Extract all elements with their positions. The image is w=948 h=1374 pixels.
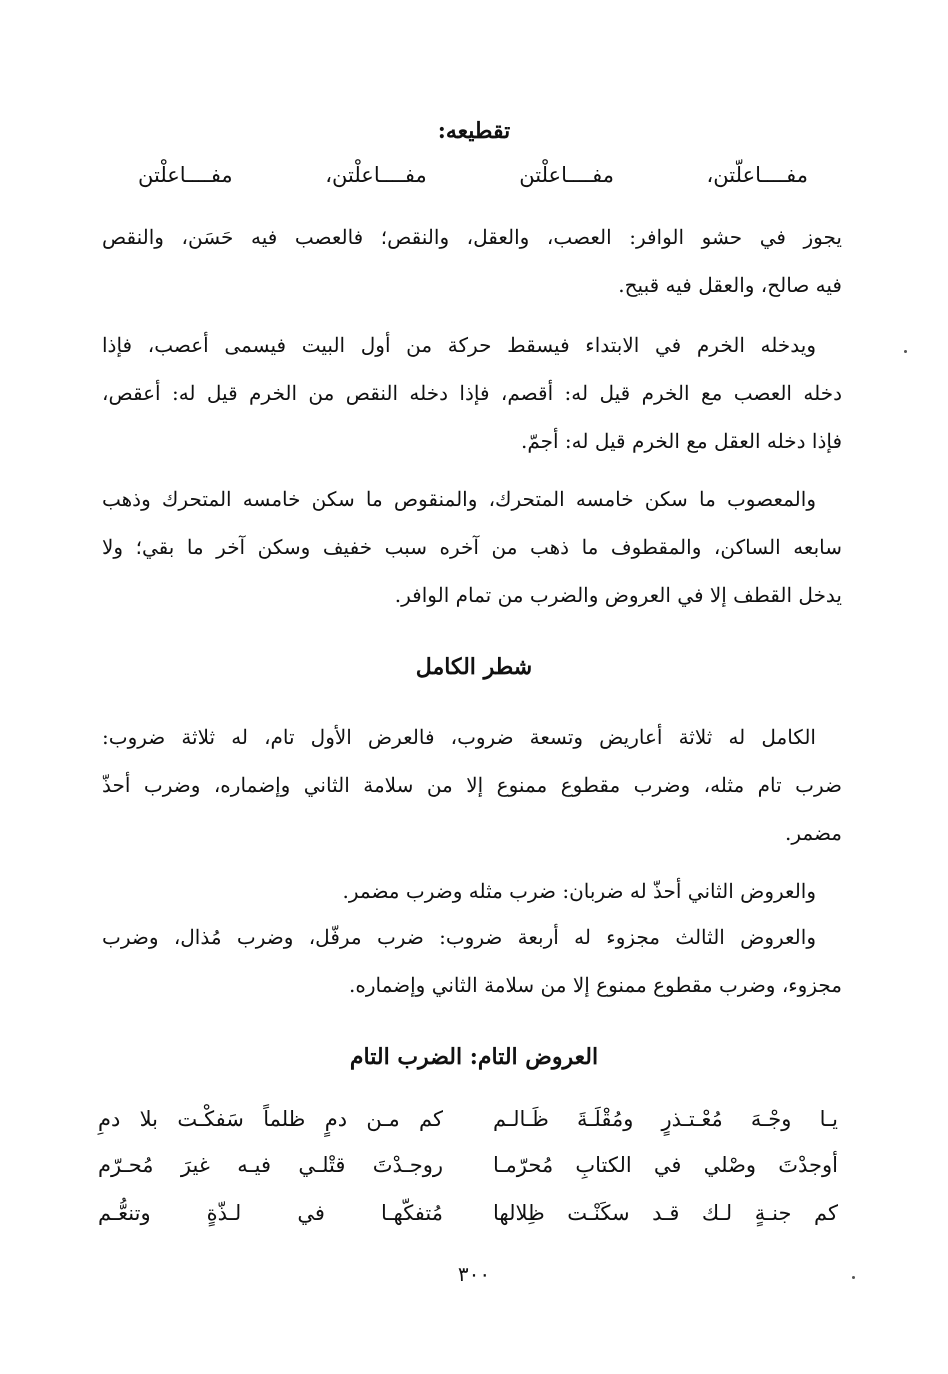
meter-foot: مفــــاعلّتن، — [706, 163, 808, 187]
verse-second-hemistich: روجـدْتَ قتْلـي فيـه غيرَ مُحـرّم — [98, 1153, 443, 1177]
paragraph-line: والعروض الثاني أحذّ له ضربان: ضرب مثله وضرب مضمر. — [342, 879, 816, 903]
paragraph-line: يدخل القطف إلا في العروض والضرب من تمام الوافر. — [394, 583, 842, 607]
paragraph-line: والعروض الثالث مجزوء له أربعة ضروب: ضرب مرفّل، وضرب مُذال، وضرب — [102, 925, 816, 949]
meter-foot: مفــــاعلْتن — [519, 163, 614, 187]
meter-foot: مفــــاعلْتن — [138, 163, 233, 187]
paragraph-line: الكامل له ثلاثة أعاريض وتسعة ضروب، فالعرض الأول تام، له ثلاثة ضروب: — [102, 725, 816, 749]
verse-first-hemistich: يـا وجْـهَ مُعْـتـذرٍ ومُقْلَـةَ ظَـالـم — [493, 1107, 838, 1131]
section-heading-kamil: شطر الكامل — [415, 654, 533, 680]
paragraph-line: يجوز في حشو الوافر: العصب، والعقل، والنقص؛ فالعصب فيه حَسَن، والنقص — [102, 225, 842, 249]
paragraph-line: دخله العصب مع الخرم قيل له: أقصم، فإذا دخله النقص من الخرم قيل له: أعقص، — [102, 381, 842, 405]
page-number: ٣٠٠ — [457, 1262, 491, 1286]
verse-row — [98, 1104, 838, 1134]
paragraph-line: سابعه الساكن، والمقطوف ما ذهب من آخره سبب خفيف وسكن آخر ما بقي؛ ولا — [102, 535, 842, 559]
paragraph-line: ضرب تام مثله، وضرب مقطوع ممنوع إلا من سلامة الثاني وإضماره، وضرب أحذّ — [102, 773, 842, 797]
section-heading-complete: العروض التام: الضرب التام — [349, 1044, 599, 1070]
meter-scansion-line — [138, 160, 808, 190]
paragraph-line: ويدخله الخرم في الابتداء فيسقط حركة من أول البيت فيسمى أعصب، فإذا — [102, 333, 816, 357]
scan-speck — [904, 350, 907, 353]
paragraph-line: فيه صالح، والعقل فيه قبيح. — [618, 273, 842, 297]
verse-second-hemistich: مُتفكّهـا في لـذّةٍ وتنعُّـم — [98, 1201, 443, 1225]
verse-row — [98, 1198, 838, 1228]
paragraph-line: والمعصوب ما سكن خامسه المتحرك، والمنقوص ما سكن خامسه المتحرك وذهب — [102, 487, 816, 511]
section-heading-scansion: تقطيعه: — [437, 118, 511, 144]
verse-second-hemistich: كم مـن دمٍ ظلماً سَفكْـت بلا دمِ — [98, 1107, 443, 1131]
verse-first-hemistich: أوجدْتَ وصْلي في الكتابِ مُحرّمـا — [493, 1153, 838, 1177]
paragraph-line: فإذا دخله العقل مع الخرم قيل له: أجمّ. — [520, 429, 842, 453]
paragraph-line: مضمر. — [784, 821, 842, 845]
scan-speck — [852, 1276, 855, 1279]
verse-first-hemistich: كم جنـةٍ لـك قـد سكَنْـت ظِلالها — [493, 1201, 838, 1225]
meter-foot: مفــــاعلْتن، — [325, 163, 427, 187]
paragraph-line: مجزوء، وضرب مقطوع ممنوع إلا من سلامة الثاني وإضماره. — [348, 973, 842, 997]
verse-row — [98, 1150, 838, 1180]
